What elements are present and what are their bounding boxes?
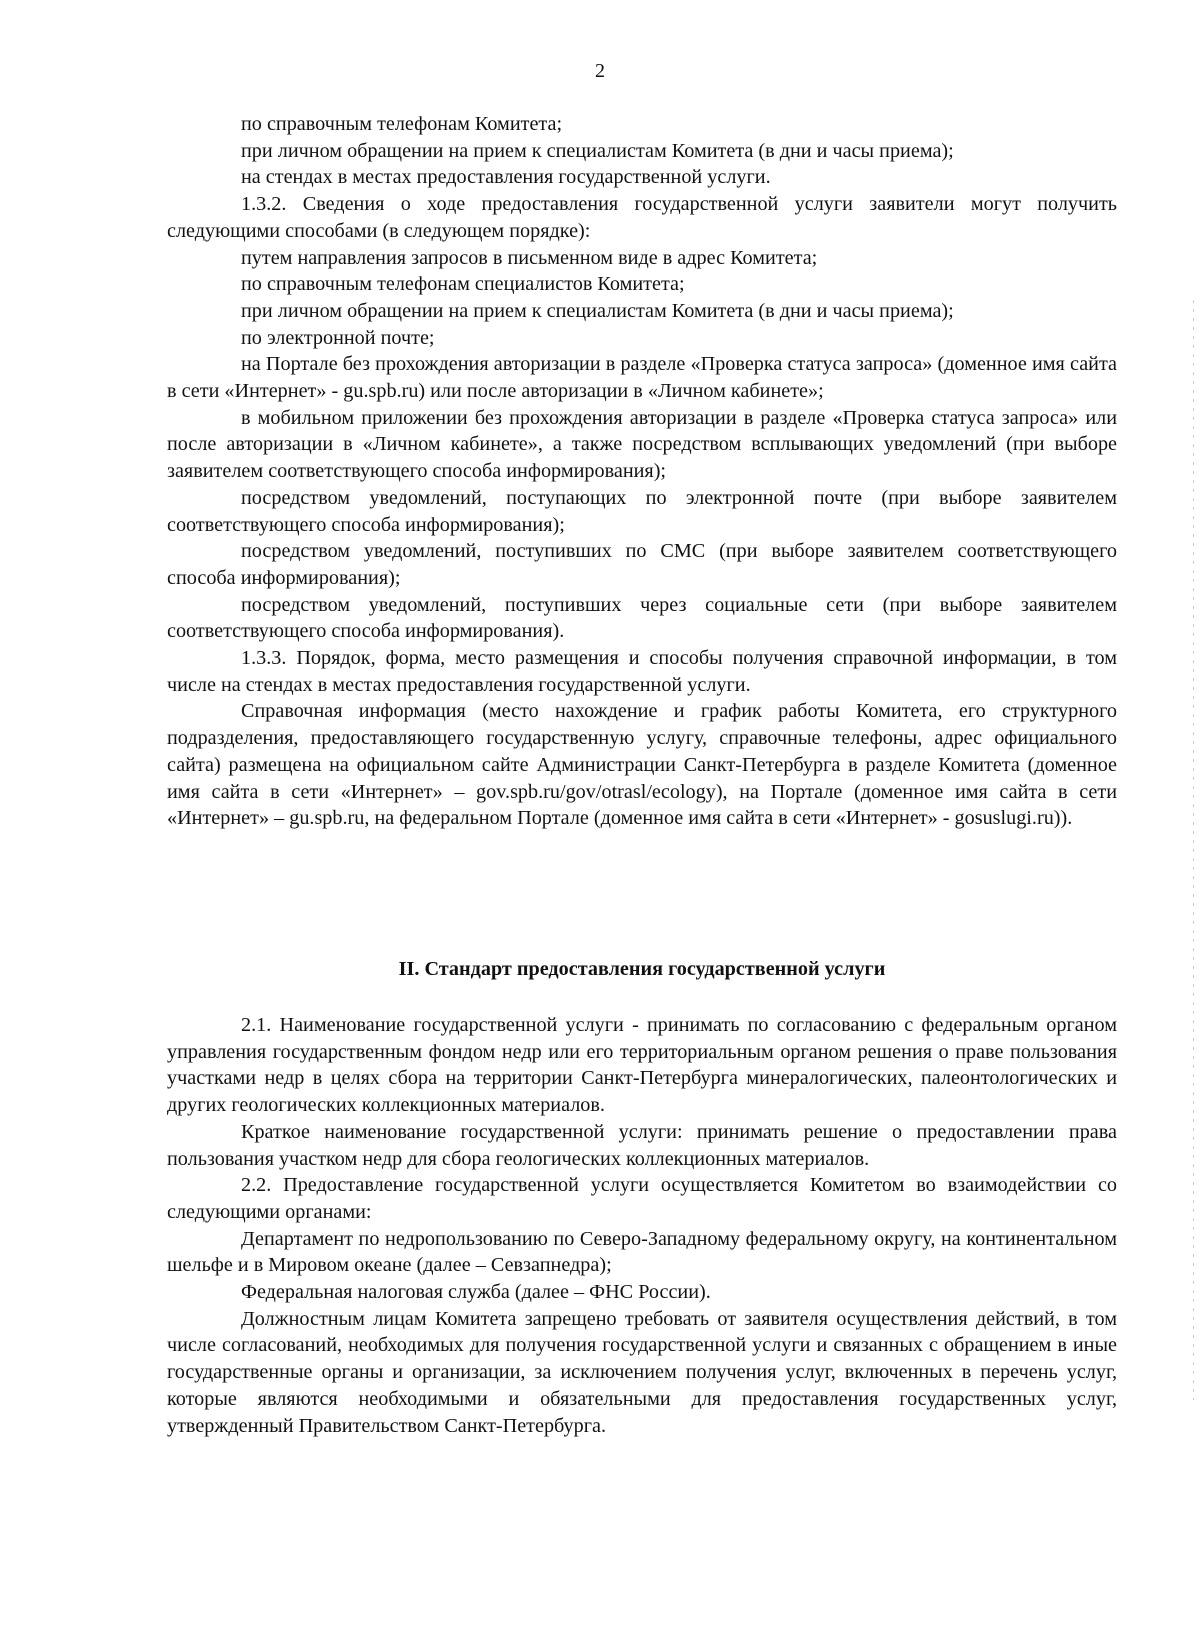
page-number: 2 [595,60,605,82]
paragraph: Департамент по недропользованию по Северо-Западному федеральному округу, на континентальном шельфе и в Мировом океане (далее – Севзапнедра); [167,1227,1117,1277]
paragraph: по справочным телефонам Комитета; [241,113,563,135]
paragraph: по справочным телефонам специалистов Комитета; [241,273,685,296]
scan-edge-artifact [1193,300,1194,1400]
paragraph: на стендах в местах предоставления государственной услуги. [241,166,771,189]
section-1-3-text [167,111,1117,832]
paragraph: Справочная информация (место нахождение и график работы Комитета, его структурного подразделения, предоставляющего государственную услугу, справочные телефоны, адрес официального сайта) размещена на официальном сайте Администрации Санкт-Петербурга в разделе Комитета (доменное имя сайта в сети «Интернет» – gov.spb.ru/gov/otrasl/ecology), на Портале (доменное имя сайта в сети «Интернет» – gu.spb.ru, на федеральном Портале (доменное имя сайта в сети «Интернет» - gosuslugi.ru)). [167,700,1117,830]
paragraph: 1.3.3. Порядок, форма, место размещения и способы получения справочной информации, в том числе на стендах в местах предоставления государственной услуги. [167,647,1117,696]
paragraph: 2.2. Предоставление государственной услуги осуществляется Комитетом во взаимодействии со следующими органами: [167,1174,1117,1223]
paragraph: 2.1. Наименование государственной услуги - принимать по согласованию с федеральным органом управления государственным фондом недр или его территориальным органом решения о праве пользования участками недр в целях сбора на территории Санкт-Петербурга минералогических, палеонтологических и других геологических коллекционных материалов. [167,1014,1117,1117]
paragraph: путем направления запросов в письменном виде в адрес Комитета; [241,246,818,269]
paragraph: посредством уведомлений, поступивших через социальные сети (при выборе заявителем соответствующего способа информирования). [167,593,1117,643]
paragraph: при личном обращении на прием к специалистам Комитета (в дни и часы приема); [241,299,954,322]
paragraph: Должностным лицам Комитета запрещено требовать от заявителя осуществления действий, в том числе согласований, необходимых для получения государственной услуги и связанных с обращением в иные государственные органы и организации, за исключением получения услуг, включенных в перечень услуг, которые являются необходимыми и обязательными для предоставления государственных услуг, утвержденный Правительством Санкт-Петербурга. [167,1307,1117,1437]
paragraph: по электронной почте; [241,326,435,349]
paragraph: в мобильном приложении без прохождения авторизации в разделе «Проверка статуса запроса» или после авторизации в «Личном кабинете», а также посредством всплывающих уведомлений (при выборе заявителем соответствующего способа информирования); [167,406,1117,483]
paragraph: Федеральная налоговая служба (далее – ФНС России). [241,1281,711,1304]
paragraph: при личном обращении на прием к специалистам Комитета (в дни и часы приема); [241,139,954,162]
paragraph: посредством уведомлений, поступающих по электронной почте (при выборе заявителем соответствующего способа информирования); [167,486,1117,536]
paragraph: 1.3.2. Сведения о ходе предоставления государственной услуги заявители могут получить следующими способами (в следующем порядке): [167,193,1117,242]
paragraph: на Портале без прохождения авторизации в разделе «Проверка статуса запроса» (доменное имя сайта в сети «Интернет» - gu.spb.ru) или после авторизации в «Личном кабинете»; [167,353,1117,403]
paragraph: посредством уведомлений, поступивших по СМС (при выборе заявителем соответствующего способа информирования); [167,540,1117,589]
section-heading: II. Стандарт предоставления государственной услуги [398,958,886,980]
section-2-text [167,1012,1117,1439]
paragraph: Краткое наименование государственной услуги: принимать решение о предоставлении права пользования участком недр для сбора геологических коллекционных материалов. [167,1120,1117,1170]
